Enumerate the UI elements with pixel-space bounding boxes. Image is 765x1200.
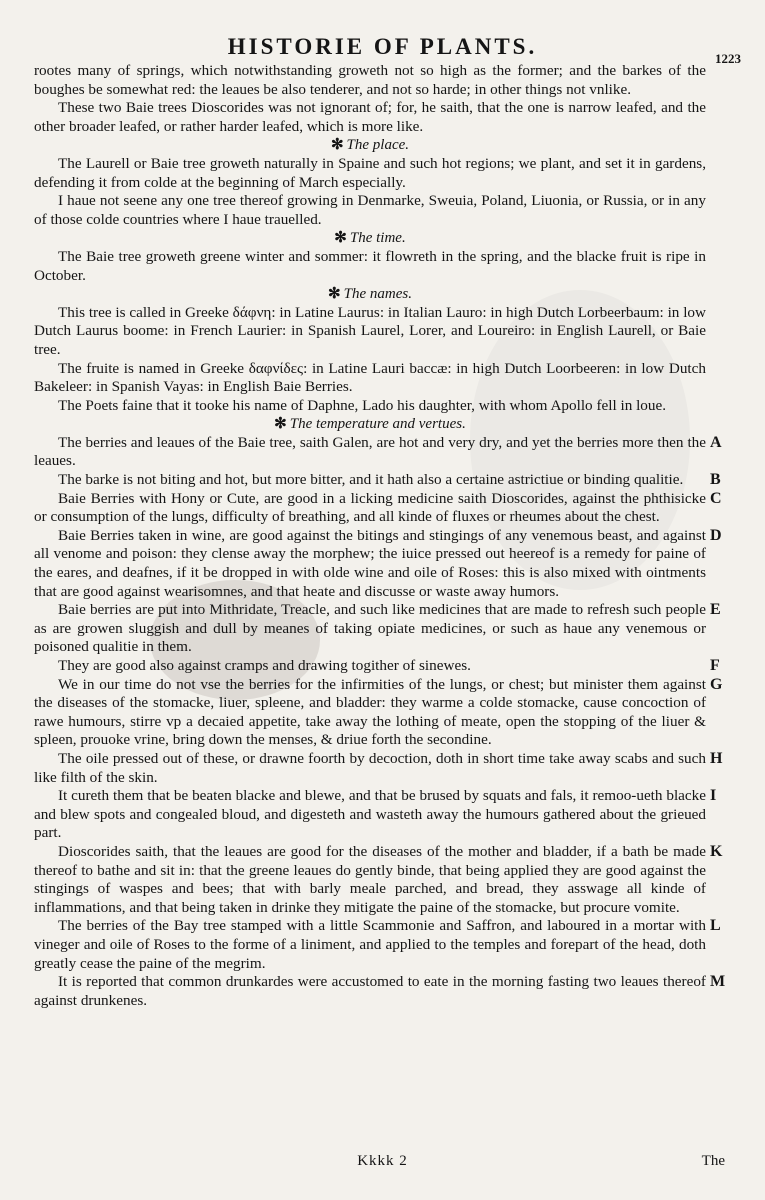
- margin-letter: K: [710, 843, 723, 860]
- page-body-text: [34, 62, 726, 1010]
- body-paragraph: They are good also against cramps and drawing togither of sinewes.: [58, 657, 471, 674]
- margin-letter: M: [710, 973, 726, 990]
- body-paragraph: Baie Berries taken in wine, are good against the bitings and stingings of any venemous beast, and against all venome and poison: they clense away the morphew; the iuice pressed out heereof is a remedy for paine of the eares, and deafnes, if it be dropped in with olde wine and oile of Roses: this is also mixed with ointments that are good against wearisomnes, and that heate and discusse or waste away humors.: [34, 526, 706, 600]
- section-heading-text: The place.: [346, 137, 410, 154]
- section-heading-text: The time.: [349, 230, 406, 247]
- margin-letter: A: [710, 434, 722, 451]
- body-paragraph: Baie berries are put into Mithridate, Treacle, and such like medicines that are made to refresh such people as are growen sluggish and dull by meanes of taking opiate medicines, or such as haue any venemous or poisoned qualitie in them.: [34, 601, 706, 656]
- body-paragraph: We in our time do not vse the berries for the infirmities of the lungs, or chest; but minister them against the diseases of the stomacke, liuer, spleene, and bladder: they warme a colde stomacke, cause concoction of rawe humours, stirre vp a decaied appetite, take away the lothing of meate, open the stopping of the liuer & spleen, prouoke vrine, bring down the menses, & driue forth the secondine.: [34, 675, 706, 749]
- margin-letter: I: [710, 787, 717, 804]
- body-paragraph: The berries and leaues of the Baie tree, saith Galen, are hot and very dry, and yet the berries more then the leaues.: [34, 433, 706, 470]
- signature-mark: Kkkk 2: [357, 1153, 408, 1169]
- section-heading-text: The names.: [343, 286, 412, 303]
- body-paragraph: rootes many of springs, which notwithstanding groweth not so high as the former; and the barkes of the boughes be somewhat red: the leaues be also tenderer, and not so harde; in other things not vnlike.: [34, 62, 706, 98]
- section-heading: [34, 415, 706, 434]
- margin-letter: D: [710, 527, 722, 544]
- body-paragraph: Dioscorides saith, that the leaues are good for the diseases of the mother and bladder, if a bath be made thereof to bathe and sit in: that the greene leaues do gently binde, that being applied they are good against the stingings of waspes and bees; that with barly meale parched, and bread, they asswage all kinde of inflammations, and that being taken in drinke they mitigate the paine of the stomacke, but procure vomite.: [34, 842, 706, 916]
- body-paragraph: The Laurell or Baie tree groweth naturally in Spaine and such hot regions; we plant, and set it in gardens, defending it from colde at the beginning of March especially.: [34, 154, 706, 191]
- asterisk-ornament-icon: ✻: [330, 137, 344, 154]
- body-paragraph: It is reported that common drunkardes were accustomed to eate in the morning fasting two leaues thereof against drunkenes.: [34, 973, 706, 1009]
- body-paragraph: The Poets faine that it tooke his name of Daphne, Lado his daughter, with whom Apollo fell in loue.: [58, 396, 667, 414]
- body-paragraph: This tree is called in Greeke δάφνη: in Latine Laurus: in Italian Lauro: in high Dutch Lorbeerbaum: in low Dutch Laurus boome: in French Laurier: in Spanish Laurel, Lorer, and Loureiro: in English Laurell, or Baie tree.: [34, 303, 706, 358]
- section-heading-text: The temperature and vertues.: [289, 416, 466, 433]
- body-paragraph: Baie Berries with Hony or Cute, are good in a licking medicine saith Dioscorides, against the phthisicke or consumption of the lungs, difficulty of breathing, and all kinde of fluxes or rheumes about the chest.: [34, 489, 706, 526]
- body-paragraph: I haue not seene any one tree thereof growing in Denmarke, Sweuia, Poland, Liuonia, or Russia, or in any of those colde countries where I haue trauelled.: [34, 192, 706, 228]
- margin-letter: F: [710, 657, 720, 674]
- body-paragraph: These two Baie trees Dioscorides was not ignorant of; for, he saith, that the one is narrow leafed, and the other broader leafed, or rather harder leafed, which is more like.: [34, 99, 706, 135]
- section-heading: [34, 229, 706, 248]
- margin-letter: C: [710, 490, 722, 507]
- section-heading: [34, 136, 706, 155]
- body-paragraph: It cureth them that be beaten blacke and blewe, and that be brused by squats and fals, it remoo-ueth blacke and blew spots and congealed bloud, and digesteth and wasteth away the humours gathered about the grieued part.: [34, 787, 706, 842]
- margin-letter: E: [710, 601, 721, 618]
- margin-letter: B: [710, 471, 721, 488]
- asterisk-ornament-icon: ✻: [334, 230, 347, 247]
- margin-letter: G: [710, 676, 723, 693]
- section-heading: [34, 285, 706, 304]
- body-paragraph: The oile pressed out of these, or drawne foorth by decoction, doth in short time take away scabs and such like filth of the skin.: [34, 749, 706, 786]
- body-paragraph: The fruite is named in Greeke δαφνίδες: in Latine Lauri baccæ: in high Dutch Loorbeeren: in low Dutch Bakeleer: in Spanish Vayas: in English Baie Berries.: [34, 359, 706, 396]
- running-title: HISTORIE OF PLANTS.: [227, 34, 538, 59]
- asterisk-ornament-icon: ✻: [328, 286, 341, 303]
- body-paragraph: The berries of the Bay tree stamped with a little Scammonie and Saffron, and laboured in a mortar with vineger and oile of Roses to the forme of a liniment, and applied to the temples and forepart of the head, doth greatly cease the paine of the megrim.: [34, 917, 706, 972]
- asterisk-ornament-icon: ✻: [274, 416, 287, 433]
- margin-letter: L: [710, 917, 721, 934]
- body-paragraph: The barke is not biting and hot, but more bitter, and it hath also a certaine astrictiue or binding qualitie.: [58, 471, 684, 489]
- page-number: 1223: [715, 51, 741, 66]
- catchword: The: [701, 1153, 725, 1169]
- body-paragraph: The Baie tree groweth greene winter and sommer: it flowreth in the spring, and the blacke fruit is ripe in October.: [34, 247, 706, 284]
- margin-letter: H: [710, 750, 723, 767]
